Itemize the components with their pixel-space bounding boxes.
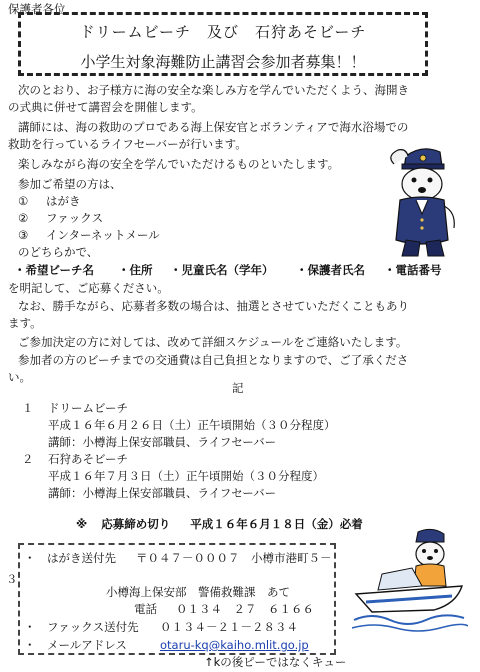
intro-p1a: 次のとおり、お子様方に海の安全な楽しみ方を学んでいただくよう、海開き <box>18 83 409 97</box>
email-note: ↑kの後ピーではなくキュー <box>204 655 347 669</box>
intro-p2a: 講師には、海の救助のプロである海上保安官とボランティアで海水浴場での <box>18 120 409 134</box>
event-1-num: １ <box>22 401 34 415</box>
fax-label: ・ ファックス送付先 <box>24 620 139 634</box>
specify-text: を明記して、ご応募ください。 <box>8 281 169 295</box>
field-phone: ・電話番号 <box>384 263 442 277</box>
event-1-name: ドリームビーチ <box>48 401 129 415</box>
method-1-label: はがき <box>45 194 81 208</box>
fax-number: ０１３４－２１－２８３４ <box>160 620 298 634</box>
intro-p2b: 救助を行っているライフセーバーが行います。 <box>8 137 247 151</box>
field-child: ・児童氏名（学年） <box>170 263 274 277</box>
deadline-date: 平成１６年６月１８日（金）必着 <box>190 517 363 531</box>
seal-boat-mascot <box>352 528 468 638</box>
ki-heading: 記 <box>232 381 244 395</box>
field-guardian: ・保護者氏名 <box>296 263 365 277</box>
transport-b: い。 <box>8 370 31 384</box>
deadline-label: 応募締め切り <box>101 517 171 531</box>
method-3-label: インターネットメール <box>45 228 160 242</box>
salutation: 保護者各位 <box>8 2 66 16</box>
event-2-num: ２ <box>22 452 34 466</box>
method-2 <box>18 210 103 227</box>
event-2-date: 平成１６年７月３日（土）正午頃開始（３０分程度） <box>48 469 324 483</box>
field-address: ・住所 <box>118 263 153 277</box>
intro-p3: 楽しみながら海の安全を学んでいただけるものといたします。 <box>18 157 340 171</box>
office-name: 小樽海上保安部 警備救難課 あて <box>106 585 290 599</box>
method-1 <box>18 193 80 210</box>
title-line-1: ドリームビーチ 及び 石狩あそビーチ <box>79 23 367 41</box>
either-text: のどちらかで、 <box>18 245 99 259</box>
phone-label: 電話 <box>134 602 157 616</box>
seal-officer-mascot <box>376 142 468 262</box>
contact-text: ご参加決定の方に対しては、改めて詳細スケジュールをご連絡いたします。 <box>18 335 408 349</box>
deadline-line <box>76 516 363 533</box>
phone-number: ０１３４ ２７ ６１６６ <box>176 602 314 616</box>
lottery-a: なお、勝手ながら、応募者多数の場合は、抽選とさせていただくこともあり <box>18 299 409 313</box>
postcard-address: 〒０４７－０００７ 小樽市港町５－ <box>136 551 332 565</box>
event-2-name: 石狩あそビーチ <box>48 452 129 466</box>
intro-p4: 参加ご希望の方は、 <box>18 177 122 191</box>
email-link[interactable]: otaru-kq@kaiho.mlit.go.jp <box>160 638 309 652</box>
lottery-b: ます。 <box>8 316 42 330</box>
title-box <box>18 12 428 76</box>
intro-p1b: の式典に併せて講習会を開催します。 <box>8 100 203 114</box>
event-2-lecturer: 講師：小樽海上保安部職員、ライフセーバー <box>48 486 277 500</box>
mail-label: ・ メールアドレス <box>24 638 127 652</box>
method-2-num: ② <box>18 211 29 225</box>
method-3 <box>18 227 160 244</box>
method-1-num: ① <box>18 194 29 208</box>
event-1-date: 平成１６年６月２６日（土）正午頃開始（３０分程度） <box>48 418 336 432</box>
title-line-2: 小学生対象海難防止講習会参加者募集！！ <box>80 53 366 71</box>
section-3-num: ３ <box>6 572 18 586</box>
postcard-label: ・ はがき送付先 <box>24 551 116 565</box>
event-1-lecturer: 講師：小樽海上保安部職員、ライフセーバー <box>48 435 277 449</box>
deadline-mark: ※ <box>76 517 88 531</box>
field-beach: ・希望ビーチ名 <box>14 263 95 277</box>
method-3-num: ③ <box>18 228 29 242</box>
transport-a: 参加者の方のビーチまでの交通費は自己負担となりますので、ご了承くださ <box>18 353 409 367</box>
method-2-label: ファックス <box>45 211 104 225</box>
